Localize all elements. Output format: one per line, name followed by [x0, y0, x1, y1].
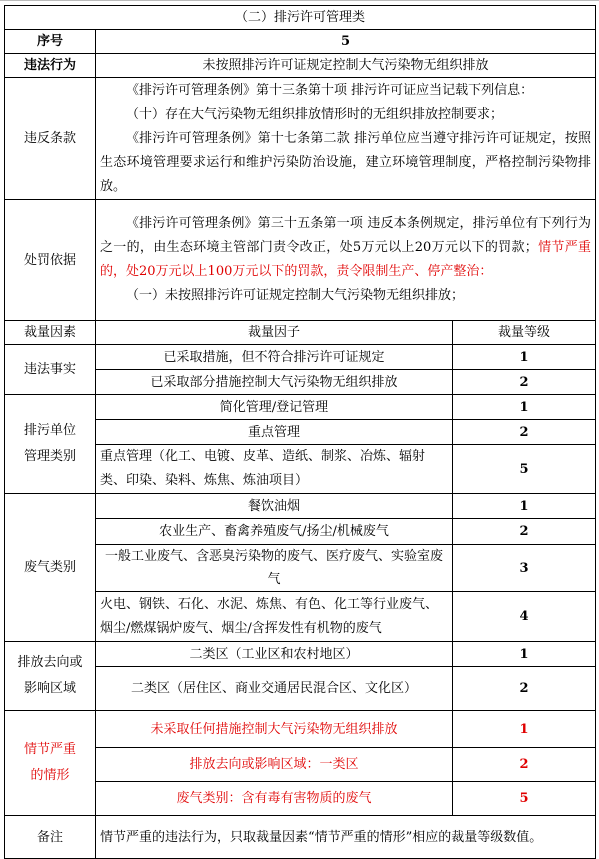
table-row	[5, 711, 596, 748]
discretion-standard-table	[4, 5, 596, 859]
table-row	[5, 345, 596, 370]
factor-detail: 未采取任何措施控制大气污染物无组织排放	[96, 711, 453, 748]
clauses-label: 违反条款	[5, 78, 96, 200]
factor-group-label	[5, 711, 96, 816]
violation-row	[5, 54, 596, 78]
clause-paragraph-2: （十）存在大气污染物无组织排放情形时的无组织排放控制要求；	[126, 106, 504, 122]
factor-level: 1	[453, 711, 596, 748]
factor-level: 2	[453, 370, 596, 395]
violation-label: 违法行为	[5, 54, 96, 78]
clauses-row	[5, 78, 596, 200]
factor-level: 3	[453, 545, 596, 592]
factor-detail: 已采取部分措施控制大气污染物无组织排放	[96, 370, 453, 395]
factor-detail: 重点管理	[96, 420, 453, 445]
factor-detail: 简化管理/登记管理	[96, 395, 453, 420]
clauses-content	[96, 78, 596, 200]
factor-detail: 二类区（工业区和农村地区）	[96, 642, 453, 667]
penalty-label: 处罚依据	[5, 200, 96, 321]
serial-value: 5	[96, 30, 596, 54]
serial-row	[5, 30, 596, 54]
clause-paragraph-1: 《排污许可管理条例》第十三条第十项 排污许可证应当记载下列信息：	[126, 82, 534, 98]
factor-level: 2	[453, 667, 596, 711]
factor-level: 1	[453, 494, 596, 519]
penalty-paragraph-2: （一）未按照排污许可证规定控制大气污染物无组织排放；	[126, 288, 465, 303]
factor-header-row	[5, 321, 596, 345]
factor-detail: 已采取措施，但不符合排污许可证规定	[96, 345, 453, 370]
factor-detail: 餐饮油烟	[96, 494, 453, 519]
factor-level: 1	[453, 345, 596, 370]
penalty-text: 《排污许可管理条例》第三十五条第一项 违反本条例规定，排污单位有下列行为之一的，由生态环境主管部门责令改正，处5万元以上20万元以下的罚款；	[100, 216, 592, 255]
remark-row	[5, 816, 596, 859]
factor-group-text: 排放去向或影响区域	[17, 655, 83, 696]
table-row	[5, 395, 596, 420]
remark-value: 情节严重的违法行为，只取裁量因素“情节严重的情形”相应的裁量等级数值。	[96, 816, 596, 859]
clause-paragraph-3: 《排污许可管理条例》第十七条第二款 排污单位应当遵守排污许可证规定，按照生态环境管理要求运行和维护污染防治设施，建立环境管理制度，严格控制污染物排放。	[100, 130, 592, 194]
factor-level: 1	[453, 395, 596, 420]
factor-group-label: 违法事实	[5, 345, 96, 395]
factor-header: 裁量因素	[5, 321, 96, 345]
factor-detail: 火电、钢铁、石化、水泥、炼焦、有色、化工等行业废气、烟尘/燃煤锅炉废气、烟尘/含挥发性有机物的废气	[96, 592, 453, 642]
factor-group-text: 排污单位管理类别	[23, 423, 76, 464]
factor-detail: 农业生产、畜禽养殖废气/扬尘/机械废气	[96, 519, 453, 545]
penalty-severe-text: 情节严重的，处20万元以上100万元以下的罚款，责令限制生产、停产整治：	[100, 240, 592, 279]
serial-label: 序号	[5, 30, 96, 54]
table-title: （二）排污许可管理类	[5, 6, 596, 30]
factor-level: 2	[453, 519, 596, 545]
factor-level: 5	[453, 445, 596, 494]
table-row	[5, 642, 596, 667]
factor-detail: 重点管理（化工、电镀、皮革、造纸、制浆、冶炼、辐射类、印染、染料、炼焦、炼油项目）	[96, 445, 453, 494]
factor-group-label: 废气类别	[5, 494, 96, 642]
violation-value: 未按照排污许可证规定控制大气污染物无组织排放	[96, 54, 596, 78]
penalty-paragraph-1	[100, 212, 591, 284]
factor-level: 4	[453, 592, 596, 642]
factor-group-label	[5, 395, 96, 494]
factor-level: 2	[453, 420, 596, 445]
factor-detail: 废气类别：含有毒有害物质的废气	[96, 782, 453, 816]
table-title-row	[5, 6, 596, 30]
factor-level: 1	[453, 642, 596, 667]
factor-detail: 一般工业废气、含恶臭污染物的废气、医疗废气、实验室废气	[96, 545, 453, 592]
penalty-content	[96, 200, 596, 321]
factor-level: 2	[453, 748, 596, 782]
page-top-rule	[0, 0, 599, 1]
detail-header: 裁量因子	[96, 321, 453, 345]
factor-group-label	[5, 642, 96, 711]
penalty-row	[5, 200, 596, 321]
table-row	[5, 494, 596, 519]
factor-group-text: 情节严重的情形	[23, 742, 76, 783]
level-header: 裁量等级	[453, 321, 596, 345]
factor-level: 5	[453, 782, 596, 816]
remark-label: 备注	[5, 816, 96, 859]
factor-detail: 排放去向或影响区域：一类区	[96, 748, 453, 782]
factor-detail: 二类区（居住区、商业交通居民混合区、文化区）	[96, 667, 453, 711]
